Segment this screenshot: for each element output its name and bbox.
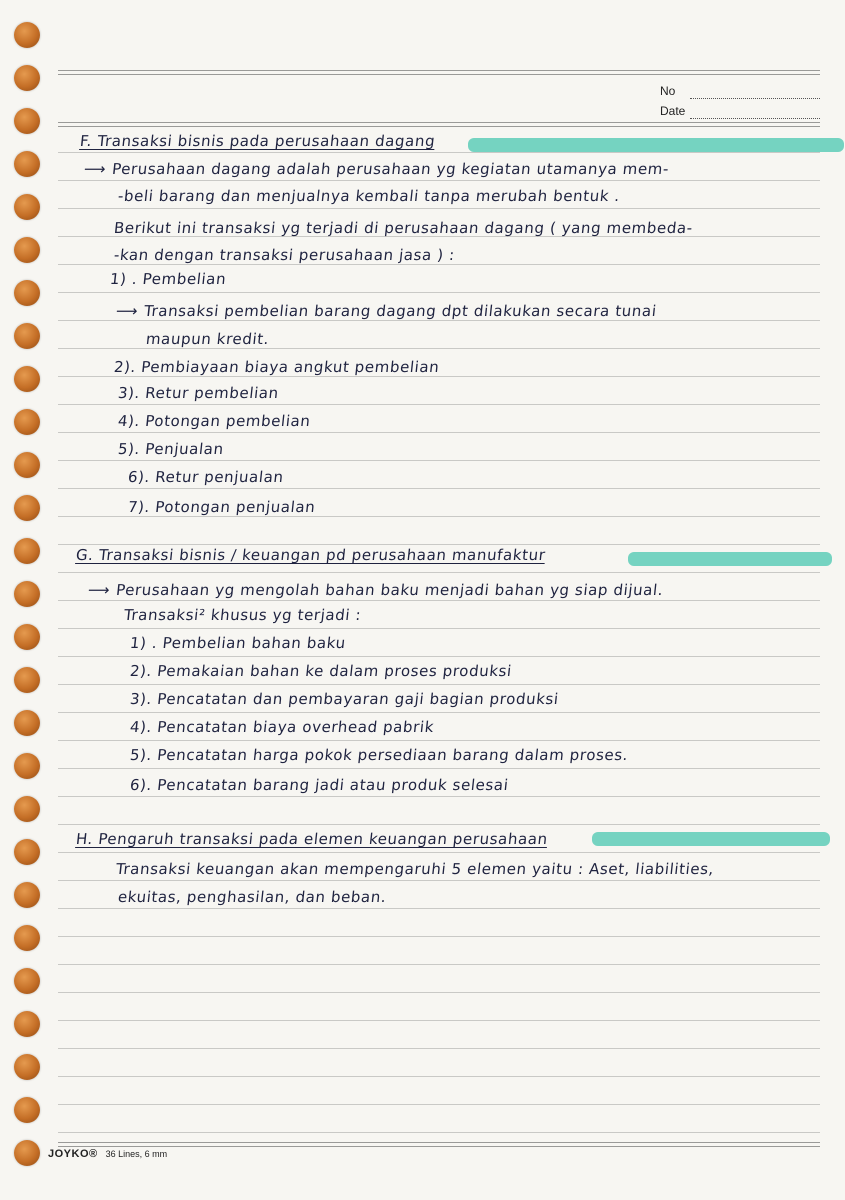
section-g-item: 3). Pencatatan dan pembayaran gaji bagian produksi xyxy=(129,690,560,708)
date-label: Date xyxy=(660,104,686,118)
section-f-line: -beli barang dan menjualnya kembali tanpa merubah bentuk . xyxy=(117,187,621,205)
binder-hole xyxy=(14,1140,40,1166)
section-h-line: ekuitas, penghasilan, dan beban. xyxy=(117,888,388,906)
binder-hole xyxy=(14,194,40,220)
section-f-line xyxy=(83,160,670,178)
binder-hole xyxy=(14,280,40,306)
binder-hole xyxy=(14,882,40,908)
binder-hole xyxy=(14,237,40,263)
arrow-icon: ⟶ xyxy=(83,160,108,178)
no-label: No xyxy=(660,84,676,98)
footer-note: 36 Lines, 6 mm xyxy=(105,1149,168,1159)
binder-hole xyxy=(14,839,40,865)
binder-hole xyxy=(14,108,40,134)
binder-hole xyxy=(14,796,40,822)
section-f-item: 1) . Pembelian xyxy=(109,270,228,288)
binder-hole xyxy=(14,538,40,564)
section-g-line xyxy=(87,581,664,599)
no-dotted-line xyxy=(690,98,820,99)
section-g-text: Perusahaan yg mengolah bahan baku menjadi bahan yg siap dijual. xyxy=(115,581,665,599)
binder-hole xyxy=(14,452,40,478)
header-double-rule xyxy=(58,122,820,127)
arrow-icon: ⟶ xyxy=(87,581,112,599)
section-h-title: H. Pengaruh transaksi pada elemen keuangan perusahaan xyxy=(75,830,549,848)
binder-hole xyxy=(14,968,40,994)
section-g-line: Transaksi² khusus yg terjadi : xyxy=(123,606,363,624)
binder-hole xyxy=(14,1011,40,1037)
bottom-double-rule xyxy=(58,1142,820,1147)
date-dotted-line xyxy=(690,118,820,119)
section-f-line: maupun kredit. xyxy=(145,330,271,348)
binder-hole xyxy=(14,925,40,951)
binder-hole xyxy=(14,710,40,736)
binder-hole xyxy=(14,1097,40,1123)
section-g-item: 6). Pencatatan barang jadi atau produk selesai xyxy=(129,776,510,794)
section-f-line: -kan dengan transaksi perusahaan jasa ) : xyxy=(113,246,456,264)
section-f-title: F. Transaksi bisnis pada perusahaan dagang xyxy=(79,132,437,150)
binder-holes xyxy=(14,22,46,1192)
brand-logo: JOYKO® xyxy=(48,1148,98,1160)
section-f-text: Perusahaan dagang adalah perusahaan yg kegiatan utamanya mem- xyxy=(111,160,670,178)
binder-hole xyxy=(14,22,40,48)
section-f-item: 4). Potongan pembelian xyxy=(117,412,312,430)
binder-hole xyxy=(14,366,40,392)
binder-hole xyxy=(14,65,40,91)
section-g-title: G. Transaksi bisnis / keuangan pd perusahaan manufaktur xyxy=(75,546,547,564)
title-highlight-g xyxy=(628,552,832,566)
section-g-item: 2). Pemakaian bahan ke dalam proses produksi xyxy=(129,662,513,680)
section-f-line xyxy=(115,302,658,320)
section-f-line: Berikut ini transaksi yg terjadi di perusahaan dagang ( yang membeda- xyxy=(113,219,694,237)
binder-hole xyxy=(14,753,40,779)
binder-hole xyxy=(14,581,40,607)
binder-hole xyxy=(14,409,40,435)
section-f-item: 3). Retur pembelian xyxy=(117,384,280,402)
binder-hole xyxy=(14,323,40,349)
section-g-item: 5). Pencatatan harga pokok persediaan barang dalam proses. xyxy=(129,746,630,764)
top-double-rule xyxy=(58,70,820,75)
title-highlight-f xyxy=(468,138,844,152)
section-f-text: Transaksi pembelian barang dagang dpt dilakukan secara tunai xyxy=(143,302,658,320)
arrow-icon: ⟶ xyxy=(115,302,140,320)
section-h-line: Transaksi keuangan akan mempengaruhi 5 elemen yaitu : Aset, liabilities, xyxy=(115,860,716,878)
section-g-item: 1) . Pembelian bahan baku xyxy=(129,634,347,652)
section-f-item: 6). Retur penjualan xyxy=(127,468,285,486)
section-g-item: 4). Pencatatan biaya overhead pabrik xyxy=(129,718,435,736)
binder-hole xyxy=(14,495,40,521)
section-f-item: 7). Potongan penjualan xyxy=(127,498,317,516)
binder-hole xyxy=(14,1054,40,1080)
title-highlight-h xyxy=(592,832,830,846)
binder-hole xyxy=(14,151,40,177)
section-f-item: 5). Penjualan xyxy=(117,440,225,458)
section-f-item: 2). Pembiayaan biaya angkut pembelian xyxy=(113,358,441,376)
binder-hole xyxy=(14,624,40,650)
binder-hole xyxy=(14,667,40,693)
footer xyxy=(48,1148,167,1160)
